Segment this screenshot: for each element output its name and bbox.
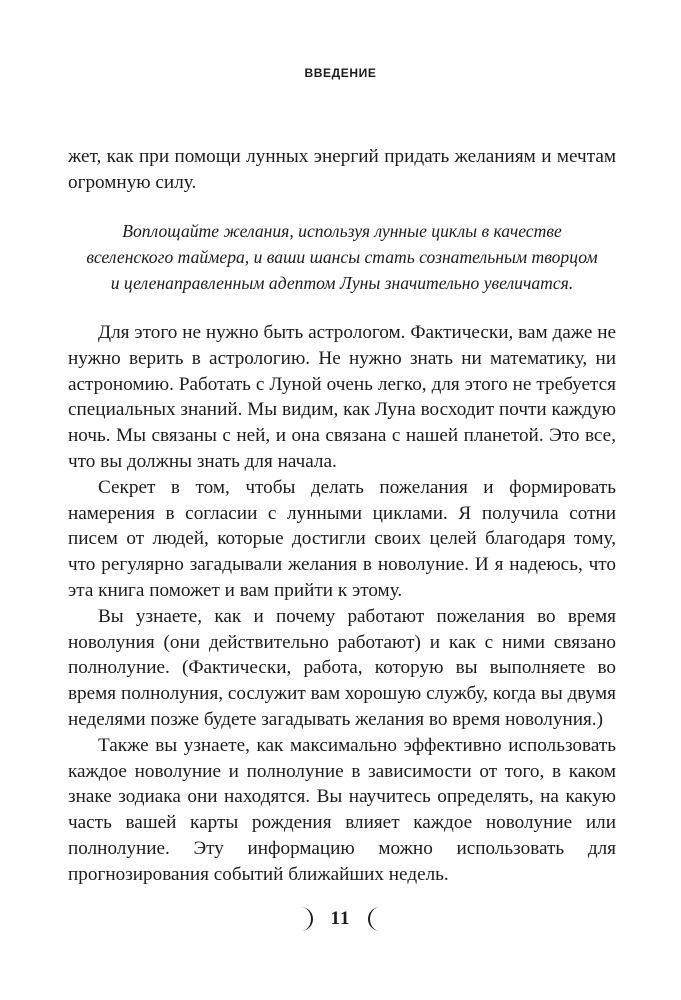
intro-text: жет, как при помощи лунных энергий придать желаниям и мечтам огромную силу.: [68, 146, 616, 193]
waxing-crescent-moon-icon: [297, 906, 315, 932]
body-text: [68, 320, 616, 888]
quote-line: и целенаправленным адептом Луны значительно увеличатся.: [110, 272, 574, 293]
pull-quote: [68, 219, 616, 296]
intro-paragraph: [68, 144, 616, 196]
running-header: ВВЕДЕНИЕ: [304, 66, 377, 80]
body-paragraph: Секрет в том, чтобы делать пожелания и формировать намерения в согласии с лунными циклами. Я получила сотни писем от людей, которые достигли своих целей благодаря тому, что регулярно загадывали желания в новолуние. И я надеюсь, что эта книга поможет и вам прийти к этому.: [68, 476, 616, 601]
quote-line: вселенского таймера, и ваши шансы стать сознательным творцом: [86, 246, 598, 267]
page-footer: [0, 904, 681, 934]
body-paragraph: Для этого не нужно быть астрологом. Фактически, вам даже не нужно верить в астрологию. Не нужно знать ни математику, ни астрономию. Работать с Луной очень легко, для этого не требуется специальных знаний. Мы видим, как Луна восходит почти каждую ночь. Мы связаны с ней, и она связана с нашей планетой. Это все, что вы должны знать для начала.: [68, 322, 616, 472]
page-number: 11: [330, 908, 351, 929]
quote-line: Воплощайте желания, используя лунные циклы в качестве: [122, 221, 562, 241]
body-paragraph: Вы узнаете, как и почему работают пожелания во время новолуния (они действительно работают) и как с ними связано полнолуние. (Фактически, работа, которую вы выполняете во время полнолуния, сослужит вам хорошую службу, когда вы двумя неделями позже будете загадывать желания во время новолуния.): [68, 605, 616, 730]
body-paragraph: Также вы узнаете, как максимально эффективно использовать каждое новолуние и полнолуние в зависимости от того, в каком знаке зодиака они находятся. Вы научитесь определять, на какую часть вашей карты рождения влияет каждое новолуние или полнолуние. Эту информацию можно использовать для прогнозирования событий ближайших недель.: [68, 734, 616, 885]
waning-crescent-moon-icon: [366, 906, 384, 932]
